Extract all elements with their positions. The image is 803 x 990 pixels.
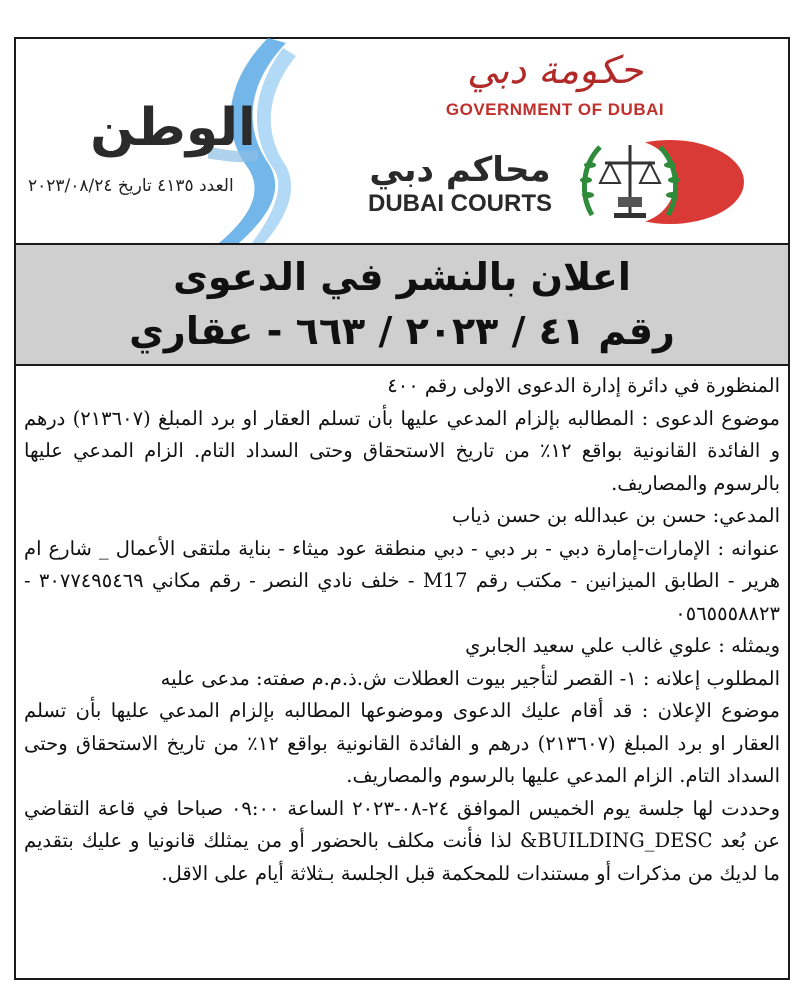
ad-body [24, 370, 780, 890]
government-arabic: حكومة دبي [466, 48, 644, 92]
body-paragraph: المطلوب إعلانه : ١- القصر لتأجير بيوت العطلات ش.ذ.م.م صفته: مدعى عليه [160, 666, 780, 690]
courts-english: DUBAI COURTS [368, 190, 552, 217]
newspaper-logo [78, 88, 268, 168]
body-paragraph: وحددت لها جلسة يوم الخميس الموافق ٢٤-٠٨-٢٠٢٣ الساعة ٠٩:٠٠ صباحا في قاعة التقاضي عن بُعد BUILDING_DESC& لذا فأنت مكلف بالحضور أو من يمثلك قانونيا و عليك بتقديم ما لديك من مذكرات أو مستندات للمحكمة قبل الجلسة بـثلاثة أيام على الاقل. [24, 796, 781, 885]
government-logo [430, 46, 680, 146]
government-english: GOVERNMENT OF DUBAI [445, 100, 665, 119]
body-paragraph: موضوع الإعلان : قد أقام عليك الدعوى وموضوعها المطالبه بإلزام المدعي عليها بأن تسلم العقار او برد المبلغ (٢١٣٦٠٧) درهم و الفائدة القانونية بواقع ١٢٪ من تاريخ الاستحقاق وحتى السداد التام. الزام المدعي عليها بالرسوم والمصاريف. [24, 699, 781, 787]
issue-line: العدد ٤١٣٥ تاريخ ٢٠٢٣/٠٨/٢٤ [28, 176, 234, 196]
title-bar [16, 243, 788, 366]
case-number: رقم ٤١ / ٢٠٢٣ / ٦٦٣ - عقاري [129, 309, 675, 353]
courts-arabic: محاكم دبي [369, 150, 551, 190]
body-paragraph: عنوانه : الإمارات-إمارة دبي - بر دبي - دبي منطقة عود ميثاء - بناية ملتقى الأعمال _ شارع ام هرير - الطابق الميزانين - مكتب رقم M17 - خلف نادي النصر - رقم مكاني ٣٠٧٧٤٩٥٤٦٩ - ٠٥٦٥٥٥٨٨٢٣ [24, 536, 780, 625]
body-paragraph: ويمثله : علوي غالب علي سعيد الجابري [465, 634, 780, 657]
body-paragraph: المنظورة في دائرة إدارة الدعوى الاولى رقم ٤٠٠ [387, 374, 780, 397]
courts-emblem-icon [570, 135, 745, 230]
body-paragraph: المدعي: حسن بن عبدالله بن حسن ذياب [451, 504, 780, 527]
newspaper-name: الوطن [90, 98, 256, 158]
body-paragraph: موضوع الدعوى : المطالبه بإلزام المدعي عليها بأن تسلم العقار او برد المبلغ (٢١٣٦٠٧) درهم و الفائدة القانونية بواقع ١٢٪ من تاريخ الاستحقاق وحتى السداد التام. الزام المدعي عليها بالرسوم والمصاريف. [24, 406, 781, 495]
ad-title: اعلان بالنشر في الدعوى [173, 255, 631, 299]
